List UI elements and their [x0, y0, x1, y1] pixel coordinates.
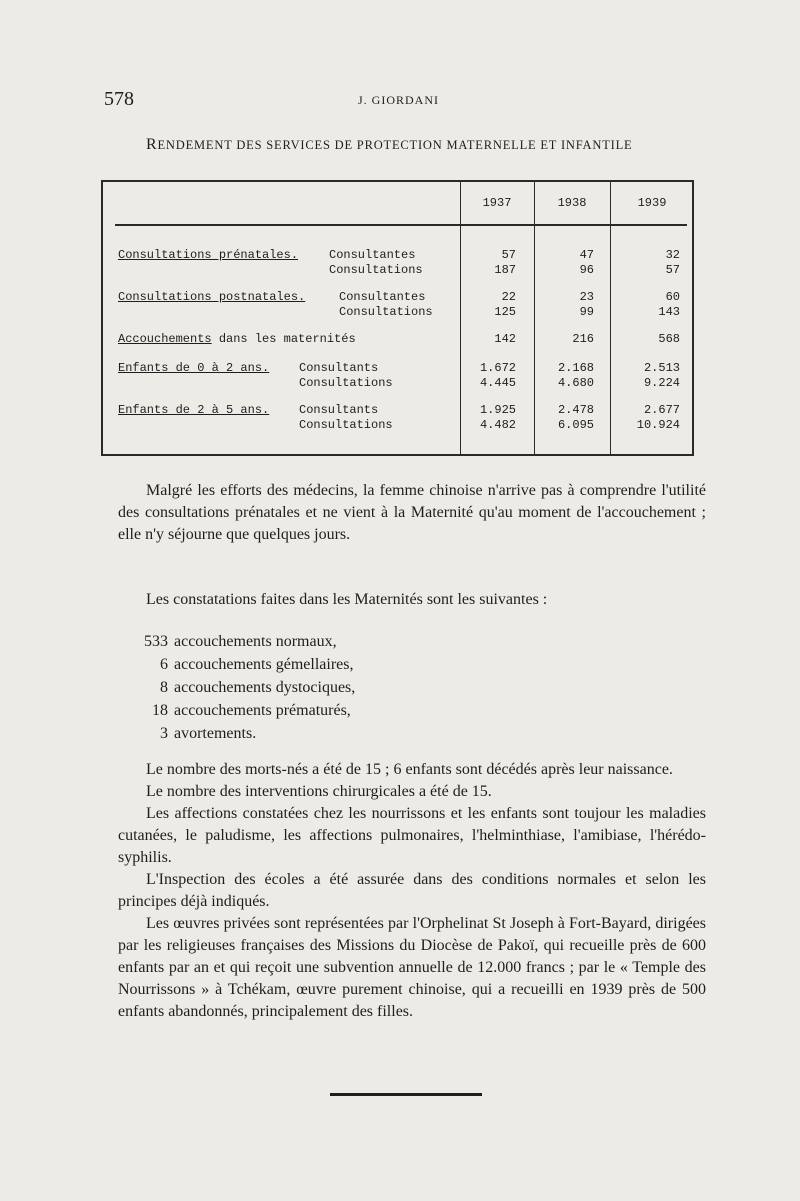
- sub-label: Consultations: [339, 305, 433, 319]
- list-qty: 3: [160, 725, 168, 742]
- cell: 96: [579, 263, 594, 277]
- cell: 32: [665, 248, 680, 262]
- cell: 2.513: [643, 361, 680, 375]
- cell: 216: [572, 332, 594, 346]
- cell: 9.224: [643, 376, 680, 390]
- cell: 2.478: [557, 403, 594, 417]
- list-label: avortements.: [174, 725, 257, 742]
- cell: 99: [579, 305, 594, 319]
- end-rule: [330, 1093, 482, 1096]
- sub-label: Consultants: [299, 361, 379, 375]
- cell: 10.924: [636, 418, 680, 432]
- list-label: accouchements gémellaires,: [174, 656, 354, 673]
- cell: 142: [494, 332, 516, 346]
- paragraph-private-works: Les œuvres privées sont représentées par l'Orphelinat St Joseph à Fort-Bayard, dirigées par les religieuses françaises des Missions du Diocèse de Pakoï, qui recueille près de 600 enfants par an et qui reçoit une subvention annuelle de 12.000 francs ; par le « Temple des Nourrissons » à Tchékam, œuvre purement chinoise, qui a recueilli en 1939 près de 500 enfants abandonnés, principalement des filles.: [118, 915, 706, 1020]
- cell: 2.168: [557, 361, 594, 375]
- paragraph-text: Les constatations faites dans les Maternités sont les suivantes :: [146, 591, 548, 608]
- row-label-deliveries: [118, 332, 356, 346]
- paragraph-maternity-reluctance: [118, 480, 706, 546]
- sub-label: Consultations: [299, 418, 393, 432]
- paragraph-school-inspection: L'Inspection des écoles a été assurée dans des conditions normales et selon les principes déjà indiqués.: [118, 871, 706, 910]
- running-head-author: J. GIORDANI: [358, 93, 439, 107]
- paragraph-infections: Les affections constatées chez les nourrissons et les enfants sont toujour les maladies cutanées, le paludisme, les affections pulmonaires, l'helminthiase, l'amibiase, l'hérédo-syphilis.: [118, 805, 706, 866]
- sub-label: Consultantes: [339, 290, 426, 304]
- cell: 2.677: [643, 403, 680, 417]
- row-label-deliveries-suffix: dans les maternités: [211, 332, 356, 346]
- cell: 4.482: [479, 418, 516, 432]
- list-item: [138, 679, 355, 697]
- year-header-1937: 1937: [482, 196, 512, 210]
- year-header-1939: 1939: [637, 196, 667, 210]
- list-qty: 533: [144, 633, 168, 650]
- list-label: accouchements dystociques,: [174, 679, 356, 696]
- cell: 4.680: [557, 376, 594, 390]
- list-qty: 8: [160, 679, 168, 696]
- paragraph-observations-intro: [118, 589, 706, 611]
- cell: 1.672: [479, 361, 516, 375]
- list-item: [138, 725, 256, 743]
- cell: 23: [579, 290, 594, 304]
- row-label-deliveries-main: Accouchements: [118, 332, 212, 346]
- list-qty: 18: [152, 702, 168, 719]
- row-label-postnatal: Consultations postnatales.: [118, 290, 306, 304]
- list-qty: 6: [160, 656, 168, 673]
- statistics-table: [101, 180, 694, 456]
- table-title: RENDEMENT DES SERVICES DE PROTECTION MATERNELLE ET INFANTILE: [146, 136, 633, 153]
- paragraph-interventions: Le nombre des interventions chirurgicales a été de 15.: [146, 783, 492, 800]
- cell: 143: [658, 305, 680, 319]
- cell: 125: [494, 305, 516, 319]
- body-paragraphs: [118, 759, 706, 1023]
- cell: 47: [579, 248, 594, 262]
- sub-label: Consultants: [299, 403, 379, 417]
- row-label-children-2-5: Enfants de 2 à 5 ans.: [118, 403, 270, 417]
- cell: 4.445: [479, 376, 516, 390]
- sub-label: Consultantes: [329, 248, 416, 262]
- row-label-prenatal: Consultations prénatales.: [118, 248, 299, 262]
- cell: 57: [665, 263, 680, 277]
- cell: 1.925: [479, 403, 516, 417]
- list-label: accouchements prématurés,: [174, 702, 351, 719]
- list-item: [138, 656, 353, 674]
- cell: 568: [658, 332, 680, 346]
- cell: 22: [501, 290, 516, 304]
- cell: 6.095: [557, 418, 594, 432]
- paragraph-text: Malgré les efforts des médecins, la femme chinoise n'arrive pas à comprendre l'utilité des consultations prénatales et ne vient à la Maternité qu'au moment de l'accouchement ; elle n'y séjourne que quelques jours.: [118, 482, 706, 543]
- page-number: 578: [104, 88, 134, 110]
- list-label: accouchements normaux,: [174, 633, 337, 650]
- header-rule: [115, 224, 687, 226]
- row-label-children-0-2: Enfants de 0 à 2 ans.: [118, 361, 270, 375]
- sub-label: Consultations: [299, 376, 393, 390]
- cell: 187: [494, 263, 516, 277]
- sub-label: Consultations: [329, 263, 423, 277]
- list-item: [138, 702, 351, 720]
- paragraph-stillbirths: Le nombre des morts-nés a été de 15 ; 6 enfants sont décédés après leur naissance.: [146, 761, 673, 778]
- cell: 57: [501, 248, 516, 262]
- cell: 60: [665, 290, 680, 304]
- year-header-1938: 1938: [557, 196, 587, 210]
- list-item: [138, 633, 337, 651]
